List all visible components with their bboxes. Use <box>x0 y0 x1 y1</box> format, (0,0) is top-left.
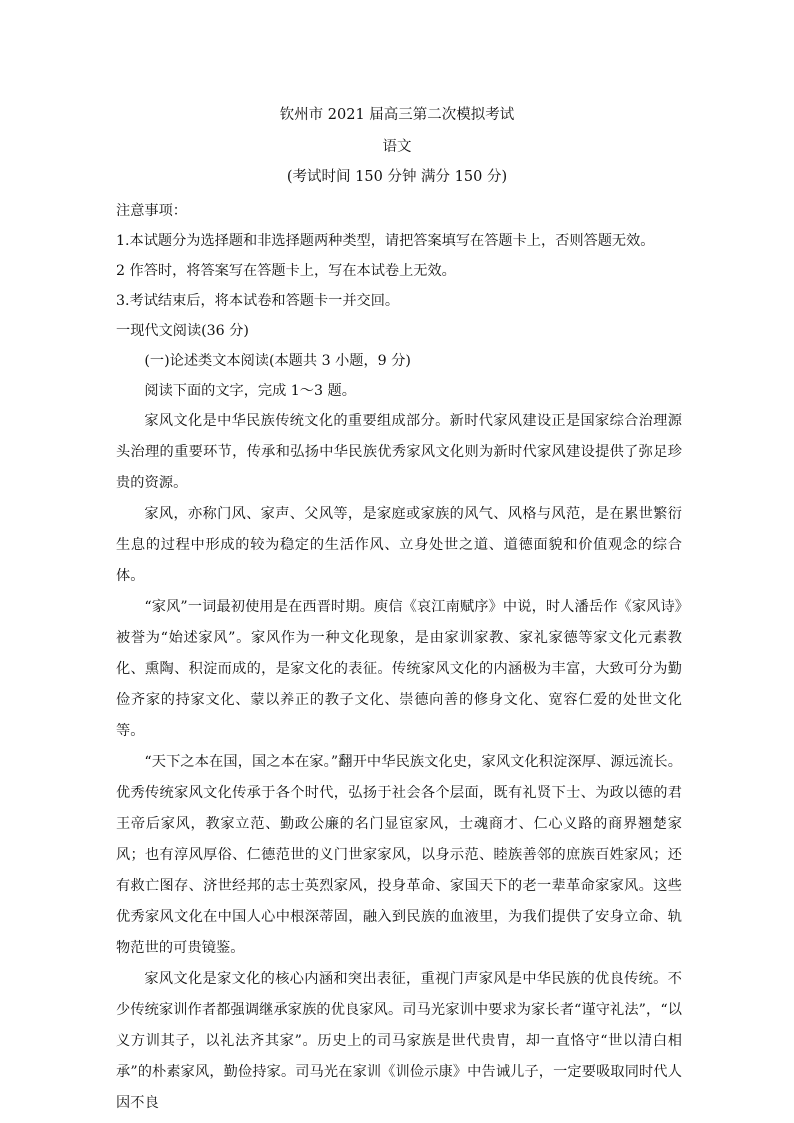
note-item-1: 1.本试题分为选择题和非选择题两种类型，请把答案填写在答题卡上，否则答题无效。 <box>116 233 655 249</box>
passage-paragraph-4: “天下之本在国，国之本在家。”翻开中华民族文化史，家风文化积淀深厚、源远流长。优秀传统家风文化传承于各个时代，弘扬于社会各个层面，既有礼贤下士、为政以德的君王帝后家风，教家立范、勤政公廉的名门显宦家风，士魂商才、仁心义路的商界翘楚家风；也有淳风厚俗、仁德范世的义门世家家风，以身示范、睦族善邻的庶族百姓家风；还有救亡图存、济世经邦的志士英烈家风，投身革命、家国天下的老一辈革命家家风。这些优秀家风文化在中国人心中根深蒂固，融入到民族的血液里，为我们提供了安身立命、轨物范世的可贵镜鉴。 <box>116 754 682 956</box>
reading-instruction: 阅读下面的文字，完成 1～3 题。 <box>144 383 356 399</box>
passage-paragraph-3: “家风”一词最初使用是在西晋时期。庾信《哀江南赋序》中说，时人潘岳作《家风诗》被誉为“始述家风”。家风作为一种文化现象，是由家训家教、家礼家德等家文化元素教化、熏陶、积淀而成的，是家文化的表征。传统家风文化的内涵极为丰富，大致可分为勤俭齐家的持家文化、蒙以养正的教子文化、崇德向善的修身文化、宽容仁爱的处世文化等。 <box>116 599 682 739</box>
document-body <box>116 196 682 1119</box>
section-subheading: (一)论述类文本阅读(本题共 3 小题，9 分) <box>144 353 411 369</box>
exam-title: 钦州市 2021 届高三第二次模拟考试 <box>279 107 515 123</box>
passage-paragraph-1: 家风文化是中华民族传统文化的重要组成部分。新时代家风建设正是国家综合治理源头治理的重要环节，传承和弘扬中华民族优秀家风文化则为新时代家风建设提供了弥足珍贵的资源。 <box>116 413 682 491</box>
note-item-2: 2 作答时，将答案写在答题卡上，写在本试卷上无效。 <box>116 263 456 279</box>
section-heading: 一现代文阅读(36 分) <box>116 323 249 339</box>
notes-heading: 注意事项： <box>116 203 187 219</box>
passage-paragraph-5: 家风文化是家文化的核心内涵和突出表征，重视门声家风是中华民族的优良传统。不少传统家训作者都强调继承家族的优良家风。司马光家训中要求为家长者“谨守礼法”，“以义方训其子，以礼法齐其家”。历史上的司马家族是世代贵胄，却一直恪守“世以清白相承”的朴素家风，勤俭持家。司马光在家训《训俭示康》中告诫儿子，一定要吸取同时代人因不良 <box>116 971 682 1111</box>
passage-paragraph-2: 家风，亦称门风、家声、父风等，是家庭或家族的风气、风格与风范，是在累世繁衍生息的过程中形成的较为稳定的生活作风、立身处世之道、道德面貌和价值观念的综合体。 <box>116 506 682 584</box>
exam-info: (考试时间 150 分钟 满分 150 分) <box>286 169 508 185</box>
subject-title: 语文 <box>382 139 412 155</box>
note-item-3: 3.考试结束后，将本试卷和答题卡一并交回。 <box>116 293 400 309</box>
